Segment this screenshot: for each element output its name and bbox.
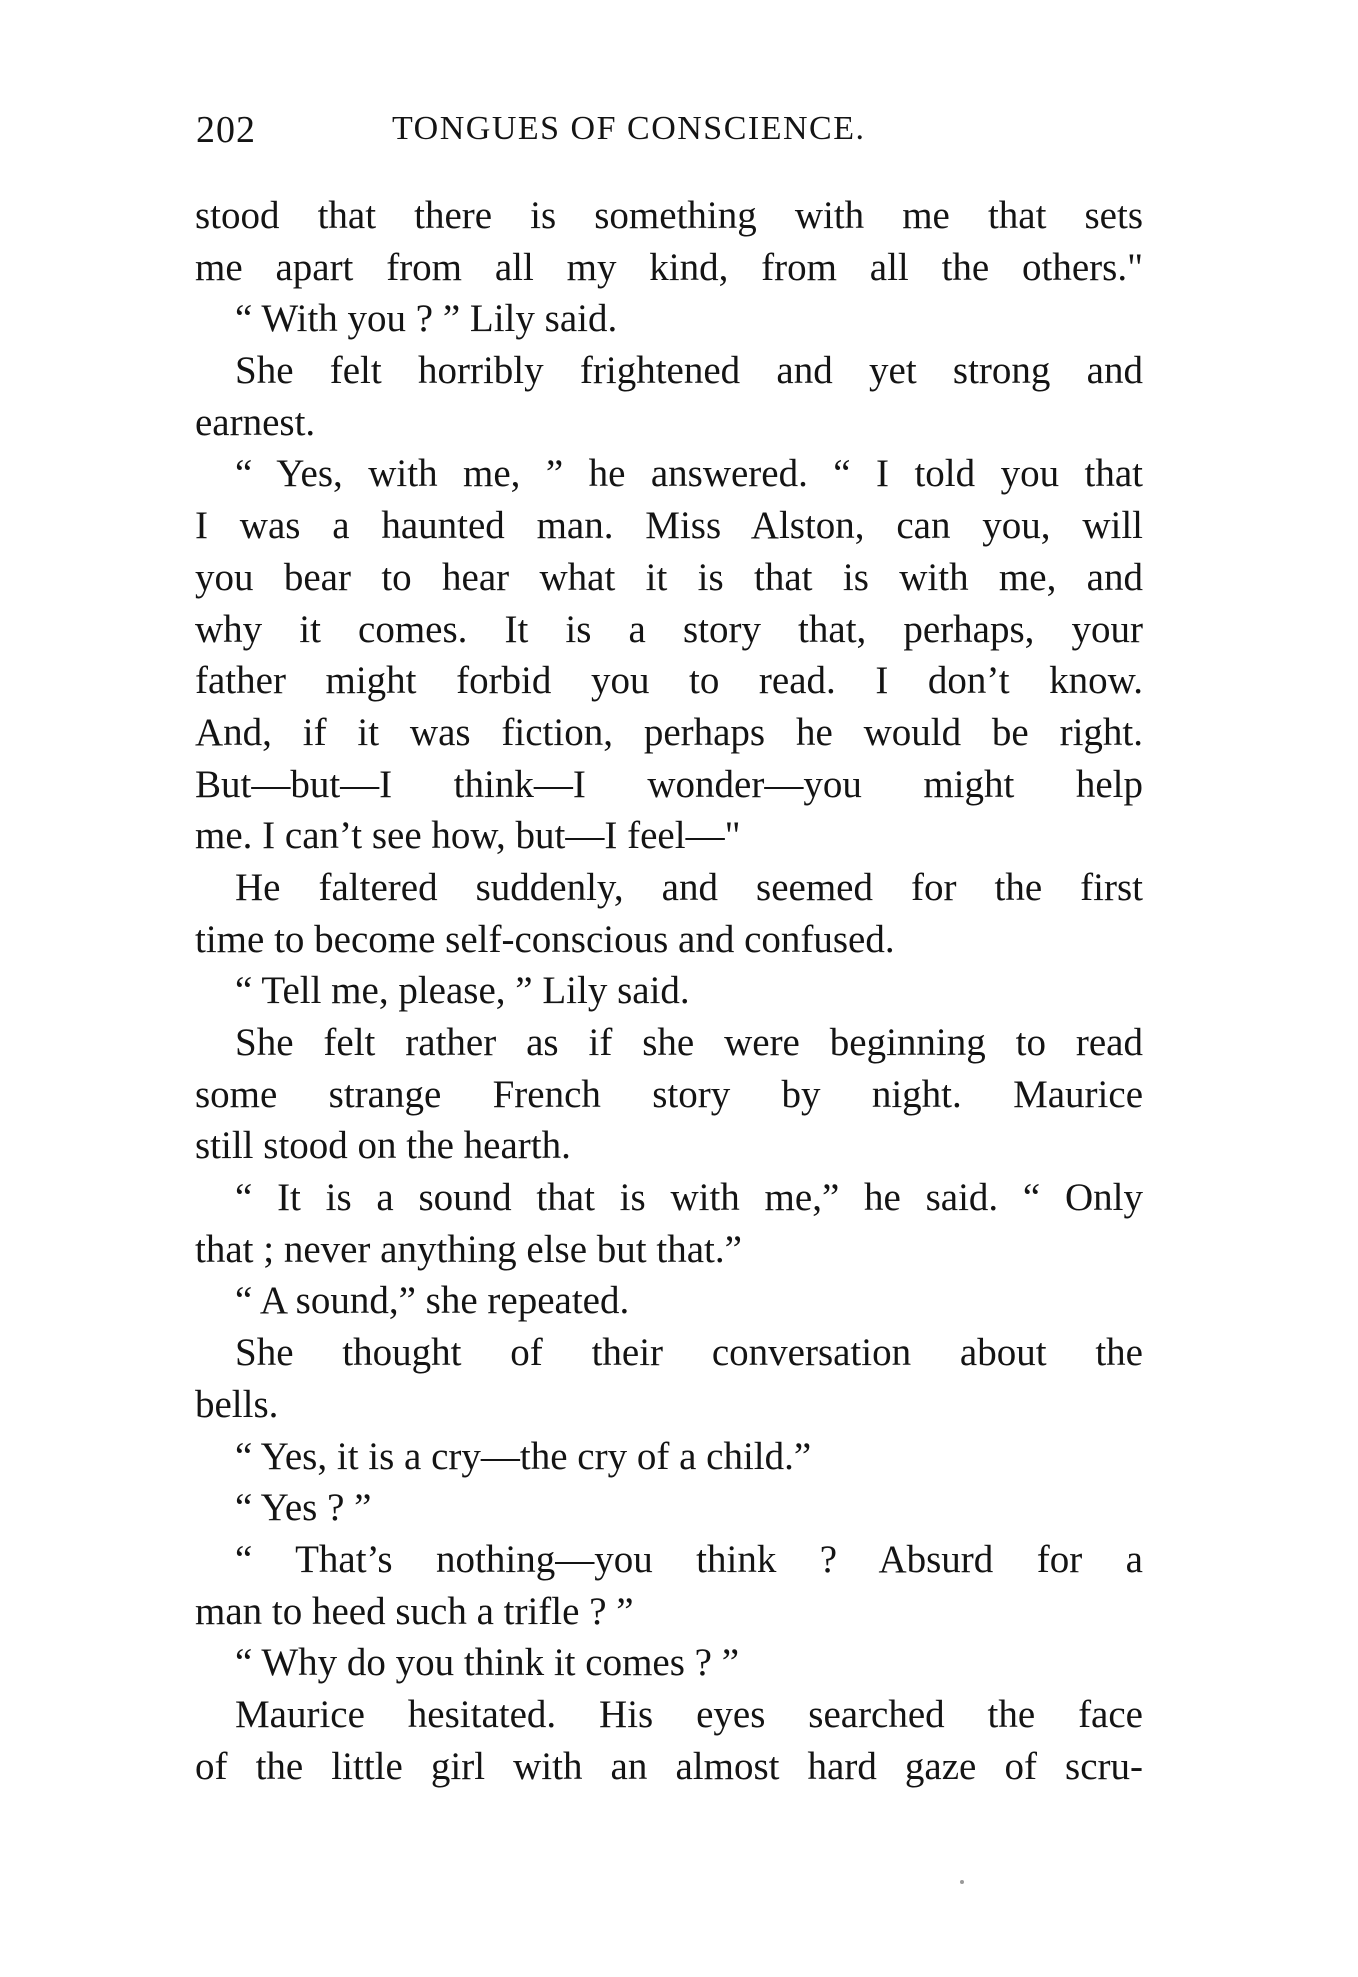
text-line: me apart from all my kind, from all the others." — [195, 245, 1143, 289]
text-line: you bear to hear what it is that is with me, and — [195, 555, 1143, 599]
body-text — [195, 190, 1145, 1792]
text-line: But—but—I think—I wonder—you might help — [195, 762, 1143, 806]
text-line: “ It is a sound that is with me,” he said. “ Only — [235, 1176, 1143, 1220]
text-line: Maurice hesitated. His eyes searched the face — [235, 1692, 1143, 1736]
text-line: still stood on the hearth. — [195, 1124, 571, 1168]
running-title: TONGUES OF CONSCIENCE. — [392, 110, 866, 147]
text-line: stood that there is something with me that sets — [195, 194, 1143, 237]
text-line: “ Yes ? ” — [235, 1486, 372, 1530]
text-line: that ; never anything else but that.” — [195, 1227, 742, 1271]
text-line: bells. — [195, 1382, 279, 1426]
text-line: He faltered suddenly, and seemed for the first — [235, 865, 1143, 909]
text-line: “ That’s nothing—you think ? Absurd for a — [235, 1537, 1143, 1581]
text-line: why it comes. It is a story that, perhaps, your — [195, 607, 1143, 651]
text-line: “ Yes, it is a cry—the cry of a child.” — [235, 1434, 812, 1478]
text-line: “ Yes, with me, ” he answered. “ I told you that — [235, 452, 1143, 496]
text-line: She thought of their conversation about the — [235, 1331, 1143, 1375]
text-line: She felt rather as if she were beginning to read — [235, 1021, 1143, 1064]
page-header — [196, 108, 956, 154]
text-line: She felt horribly frightened and yet strong and — [235, 349, 1143, 393]
text-line: “ Why do you think it comes ? ” — [235, 1641, 740, 1685]
paper-speck — [960, 1880, 964, 1884]
text-line: father might forbid you to read. I don’t know. — [195, 659, 1143, 703]
text-line: man to heed such a trifle ? ” — [195, 1589, 634, 1633]
text-line: And, if it was fiction, perhaps he would be right. — [195, 710, 1143, 754]
page-number: 202 — [196, 109, 256, 151]
text-line: earnest. — [195, 400, 316, 444]
text-line: “ A sound,” she repeated. — [235, 1279, 630, 1323]
text-line: me. I can’t see how, but—I feel—" — [195, 814, 741, 858]
text-line: time to become self-conscious and confused. — [195, 917, 895, 961]
text-line: “ Tell me, please, ” Lily said. — [235, 969, 690, 1013]
text-line: I was a haunted man. Miss Alston, can you, will — [195, 504, 1143, 548]
text-line: “ With you ? ” Lily said. — [235, 297, 618, 341]
text-line: of the little girl with an almost hard gaze of scru- — [195, 1744, 1143, 1788]
text-line: some strange French story by night. Maurice — [195, 1072, 1143, 1116]
